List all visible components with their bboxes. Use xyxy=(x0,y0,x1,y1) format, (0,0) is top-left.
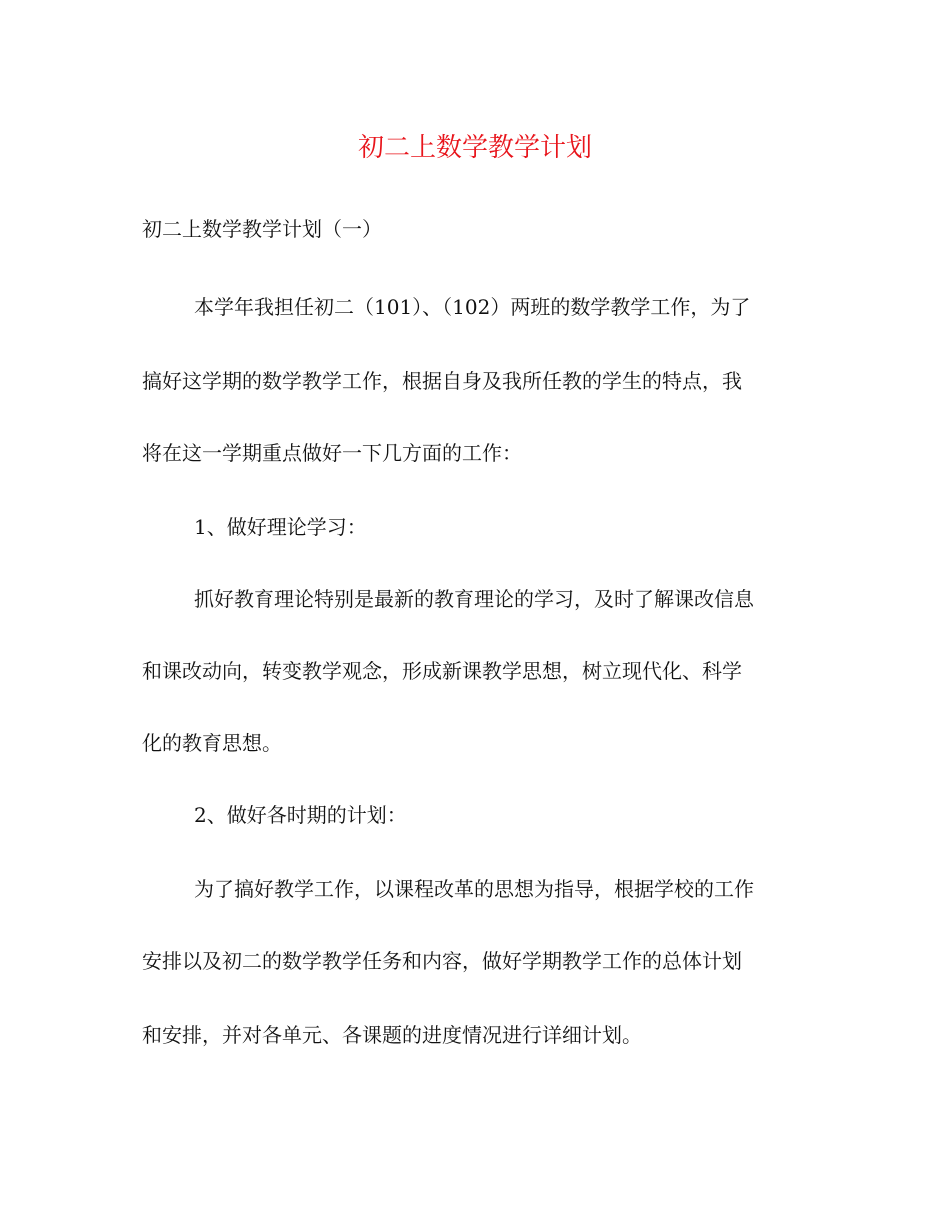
paragraph-line: 和安排，并对各单元、各课题的进度情况进行详细计划。 xyxy=(142,1023,642,1047)
paragraph-line: 安排以及初二的数学教学任务和内容，做好学期教学工作的总体计划 xyxy=(142,949,742,973)
paragraph-line: 搞好这学期的数学教学工作，根据自身及我所任教的学生的特点，我 xyxy=(142,369,742,393)
numbered-heading: 2、做好各时期的计划： xyxy=(194,803,407,827)
document-title: 初二上数学教学计划 xyxy=(357,133,592,163)
paragraph-line: 本学年我担任初二（101）、（102）两班的数学教学工作，为了 xyxy=(194,295,751,319)
numbered-heading: 1、做好理论学习： xyxy=(194,515,367,539)
paragraph-line: 为了搞好教学工作，以课程改革的思想为指导，根据学校的工作 xyxy=(194,877,754,901)
paragraph-line: 抓好教育理论特别是最新的教育理论的学习，及时了解课改信息 xyxy=(194,587,754,611)
paragraph-line: 化的教育思想。 xyxy=(142,731,282,755)
paragraph-line: 和课改动向，转变教学观念，形成新课教学思想，树立现代化、科学 xyxy=(142,659,742,683)
paragraph-line: 将在这一学期重点做好一下几方面的工作： xyxy=(142,441,522,465)
section-heading: 初二上数学教学计划（一） xyxy=(142,217,382,241)
